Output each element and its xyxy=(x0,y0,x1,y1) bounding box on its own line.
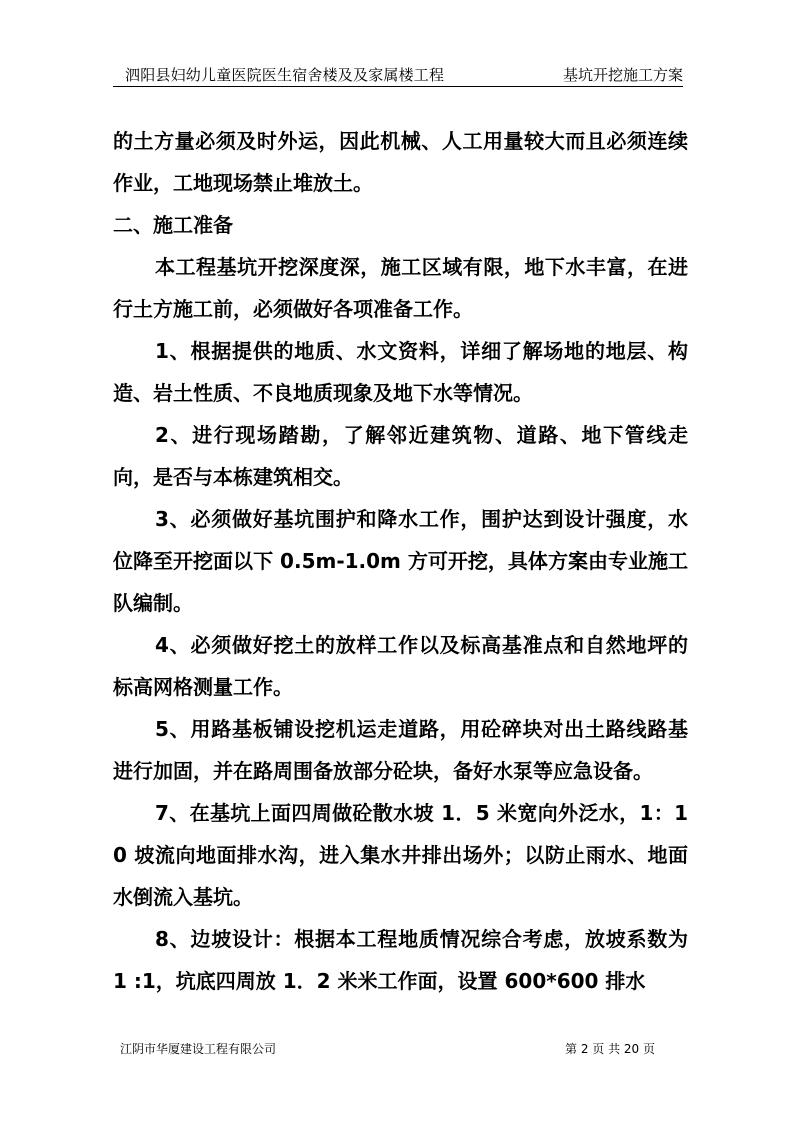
list-item-7: 7、在基坑上面四周做砼散水坡 1．5 米宽向外泛水，1：10 坡流向地面排水沟，进入集水井排出场外；以防止雨水、地面水倒流入基坑。 xyxy=(113,801,688,909)
footer-page-number: 第 2 页 共 20 页 xyxy=(565,1042,655,1056)
list-item-5: 5、用路基板铺设挖机运走道路，用砼碎块对出土路线路基进行加固，并在路周围备放部分砼块，备好水泵等应急设备。 xyxy=(113,717,688,783)
paragraph-1: 的土方量必须及时外运，因此机械、人工用量较大而且必须连续作业，工地现场禁止堆放土。 xyxy=(113,129,688,195)
page-footer xyxy=(120,1040,655,1060)
header-document-title: 基坑开挖施工方案 xyxy=(562,66,683,84)
section-heading-preparation: 二、施工准备 xyxy=(113,213,233,237)
paragraph-3: 本工程基坑开挖深度深，施工区域有限，地下水丰富，在进行土方施工前，必须做好各项准备工作。 xyxy=(113,255,688,321)
list-item-1: 1、根据提供的地质、水文资料，详细了解场地的地层、构造、岩土性质、不良地质现象及地下水等情况。 xyxy=(113,339,688,405)
list-item-2: 2、进行现场踏勘，了解邻近建筑物、道路、地下管线走向，是否与本栋建筑相交。 xyxy=(113,423,688,489)
document-body xyxy=(113,120,688,1002)
page-header xyxy=(113,60,683,87)
header-project-title: 泗阳县妇幼儿童医院医生宿舍楼及及家属楼工程 xyxy=(125,66,445,84)
list-item-3: 3、必须做好基坑围护和降水工作，围护达到设计强度，水位降至开挖面以下 0.5m-1.0m 方可开挖，具体方案由专业施工队编制。 xyxy=(113,507,688,615)
list-item-8: 8、边坡设计：根据本工程地质情况综合考虑，放坡系数为 1 :1，坑底四周放 1．2 米米工作面，设置 600*600 排水 xyxy=(113,927,688,993)
list-item-4: 4、必须做好挖土的放样工作以及标高基准点和自然地坪的标高网格测量工作。 xyxy=(113,633,688,699)
footer-company: 江阴市华厦建设工程有限公司 xyxy=(120,1042,277,1056)
